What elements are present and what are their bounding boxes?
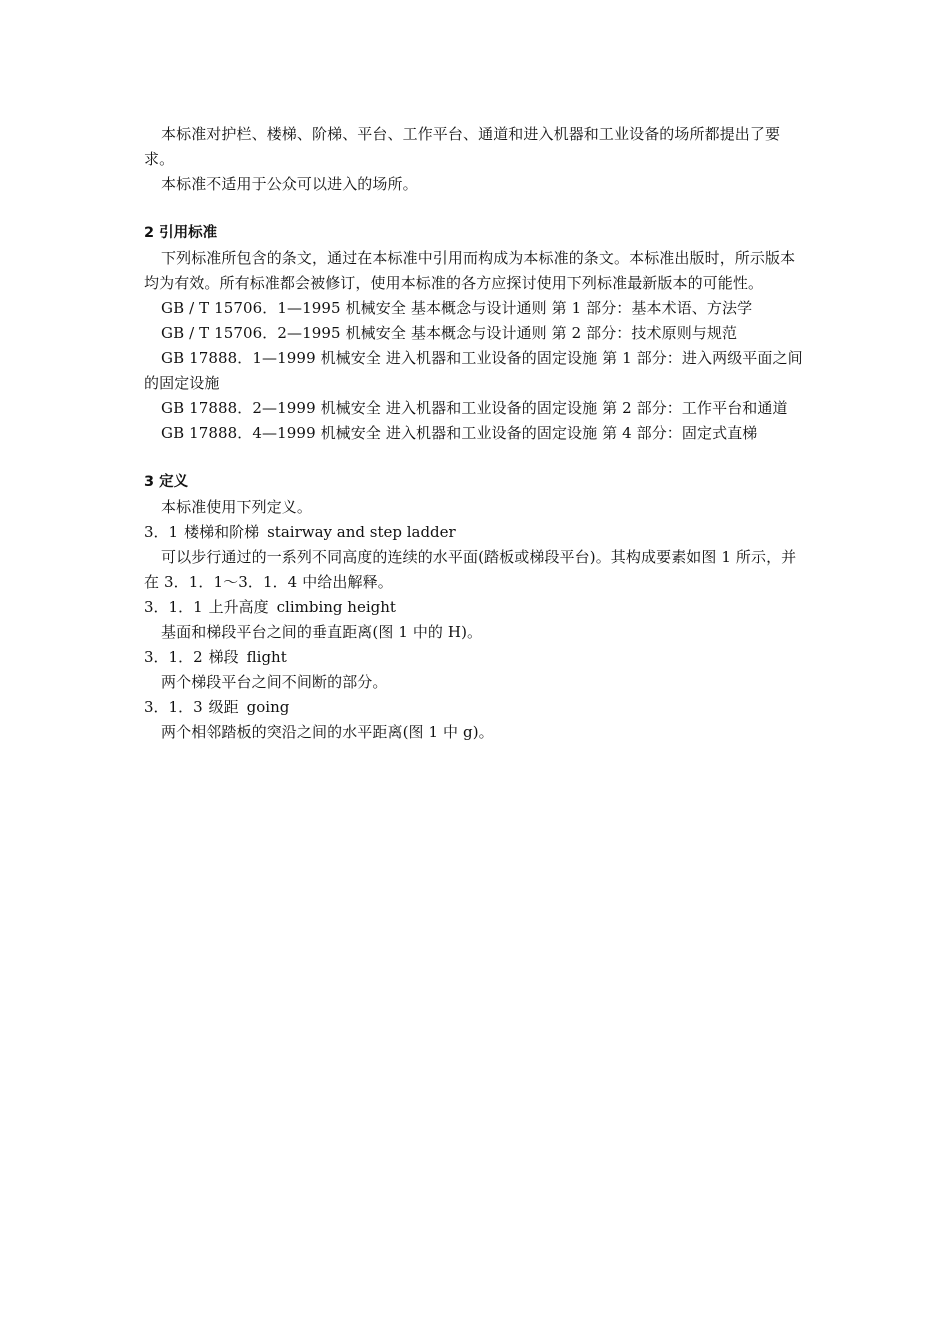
term-chinese: 级距 xyxy=(208,698,239,716)
section-spacer xyxy=(144,197,808,221)
section-3-heading: 3 定义 xyxy=(144,474,189,490)
term-english: stairway and step ladder xyxy=(267,523,456,541)
term-english: going xyxy=(246,698,290,716)
reference-item: GB 17888．1—1999 机械安全 进入机器和工业设备的固定设施 第 1 部分：进入两级平面之间的固定设施 xyxy=(144,349,803,392)
term-definition: 两个相邻踏板的突沿之间的水平距离(图 1 中 g)。 xyxy=(161,723,494,741)
term-number: 3．1．2 xyxy=(144,648,203,666)
term-heading xyxy=(144,595,808,620)
term-definition: 两个梯段平台之间不间断的部分。 xyxy=(161,673,388,691)
section-2-intro: 下列标准所包含的条文，通过在本标准中引用而构成为本标准的条文。本标准出版时，所示版本均为有效。所有标准都会被修订，使用本标准的各方应探讨使用下列标准最新版本的可能性。 xyxy=(144,249,796,292)
reference-item: GB / T 15706．2—1995 机械安全 基本概念与设计通则 第 2 部分：技术原则与规范 xyxy=(161,324,738,342)
term-definition: 基面和梯段平台之间的垂直距离(图 1 中的 H)。 xyxy=(161,623,483,641)
scope-paragraph-2: 本标准不适用于公众可以进入的场所。 xyxy=(161,175,418,193)
term-chinese: 楼梯和阶梯 xyxy=(184,523,260,541)
term-number: 3．1．1 xyxy=(144,598,203,616)
term-number: 3．1 xyxy=(144,523,179,541)
reference-item: GB 17888．2—1999 机械安全 进入机器和工业设备的固定设施 第 2 部分：工作平台和通道 xyxy=(161,399,788,417)
term-heading xyxy=(144,520,808,545)
term-number: 3．1．3 xyxy=(144,698,203,716)
scope-paragraph-1: 本标准对护栏、楼梯、阶梯、平台、工作平台、通道和进入机器和工业设备的场所都提出了要求。 xyxy=(144,125,781,168)
reference-item: GB 17888．4—1999 机械安全 进入机器和工业设备的固定设施 第 4 部分：固定式直梯 xyxy=(161,424,758,442)
term-chinese: 梯段 xyxy=(208,648,239,666)
section-3-intro: 本标准使用下列定义。 xyxy=(161,498,313,516)
term-heading xyxy=(144,695,808,720)
term-heading xyxy=(144,645,808,670)
term-chinese: 上升高度 xyxy=(208,598,269,616)
term-definition: 可以步行通过的一系列不同高度的连续的水平面(踏板或梯段平台)。其构成要素如图 1 所示，并在 3．1．1～3．1．4 中给出解释。 xyxy=(144,548,797,591)
term-english: climbing height xyxy=(276,598,396,616)
document-page xyxy=(144,122,808,745)
section-spacer xyxy=(144,446,808,470)
section-2-heading: 2 引用标准 xyxy=(144,225,218,241)
reference-item: GB / T 15706．1—1995 机械安全 基本概念与设计通则 第 1 部分：基本术语、方法学 xyxy=(161,299,753,317)
term-english: flight xyxy=(246,648,287,666)
